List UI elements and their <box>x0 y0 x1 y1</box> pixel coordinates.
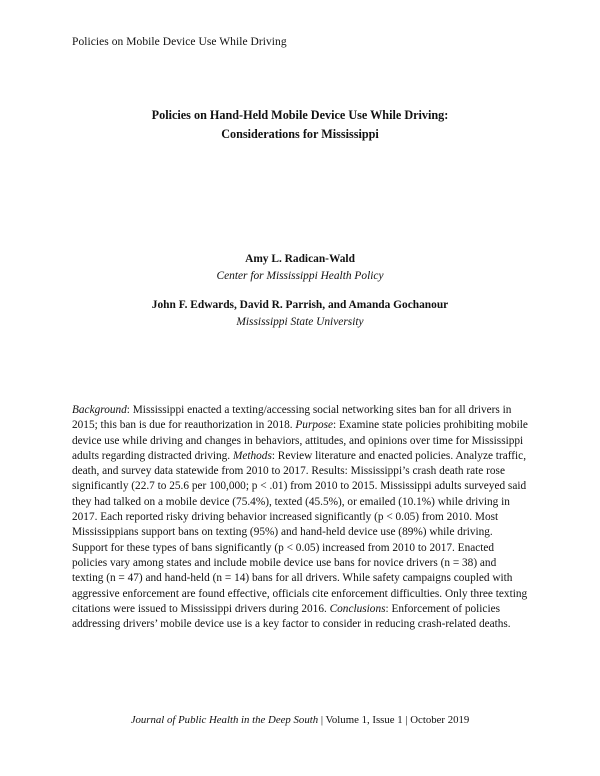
methods-label: Methods <box>232 449 272 462</box>
title-line-1: Policies on Hand-Held Mobile Device Use While Driving: <box>151 108 449 122</box>
running-head: Policies on Mobile Device Use While Driving <box>72 36 287 48</box>
author-names: Amy L. Radican-Wald <box>245 253 355 265</box>
purpose-text: : Examine state policies prohibiting mobile device use while driving and changes in behaviors, attitudes, and opinions over time for Mississippi adults regarding distracted driving. <box>72 419 528 462</box>
author-block-2 <box>0 297 600 331</box>
background-label: Background <box>72 404 127 416</box>
author-names: John F. Edwards, David R. Parrish, and Amanda Gochanour <box>151 299 449 311</box>
journal-name: Journal of Public Health in the Deep South <box>130 714 319 726</box>
abstract <box>72 403 530 632</box>
paper-title <box>0 106 600 144</box>
conclusions-text: : Enforcement of policies addressing drivers’ mobile device use is a key factor to consider in reducing crash-related deaths. <box>72 602 511 631</box>
author-affiliation: Center for Mississippi Health Policy <box>216 270 384 282</box>
author-block-1 <box>0 251 600 285</box>
purpose-label: Purpose <box>295 419 334 432</box>
page-footer <box>0 714 600 726</box>
title-line-2: Considerations for Mississippi <box>221 127 379 141</box>
background-text: : Mississippi enacted a texting/accessing social networking sites ban for all drivers in 2015; this ban is due for reauthorization in 2018. <box>72 404 512 432</box>
journal-issue-details: | Volume 1, Issue 1 | October 2019 <box>318 714 470 726</box>
conclusions-label: Conclusions <box>329 602 386 615</box>
author-affiliation: Mississippi State University <box>236 316 364 328</box>
methods-text: : Review literature and enacted policies. Analyze traffic, death, and survey data statewide from 2010 to 2017. Results: Mississippi’s crash death rate rose significantly (22.7 to 25.6 per 100,000; p < .01) from 2010 to 2015. Mississippi adults surveyed said they had talked on a mobile device (75.4%), texted (45.5%), or emailed (10.1%) while driving in 2017. Each reported risky driving behavior increased significantly (p < 0.05) from 2010. Most Mississippians support bans on texting (95%) and hand-held device use (89%) while driving. Support for these types of bans significantly (p < 0.05) increased from 2010 to 2017. Enacted policies vary among states and include mobile device use bans for novice drivers (n = 38) and texting (n = 47) and hand-held (n = 14) bans for all drivers. While safety campaigns coupled with aggressive enforcement are found effective, officials cite enforcement difficulties. Only three texting citations were issued to Mississippi drivers during 2016. <box>72 449 528 615</box>
